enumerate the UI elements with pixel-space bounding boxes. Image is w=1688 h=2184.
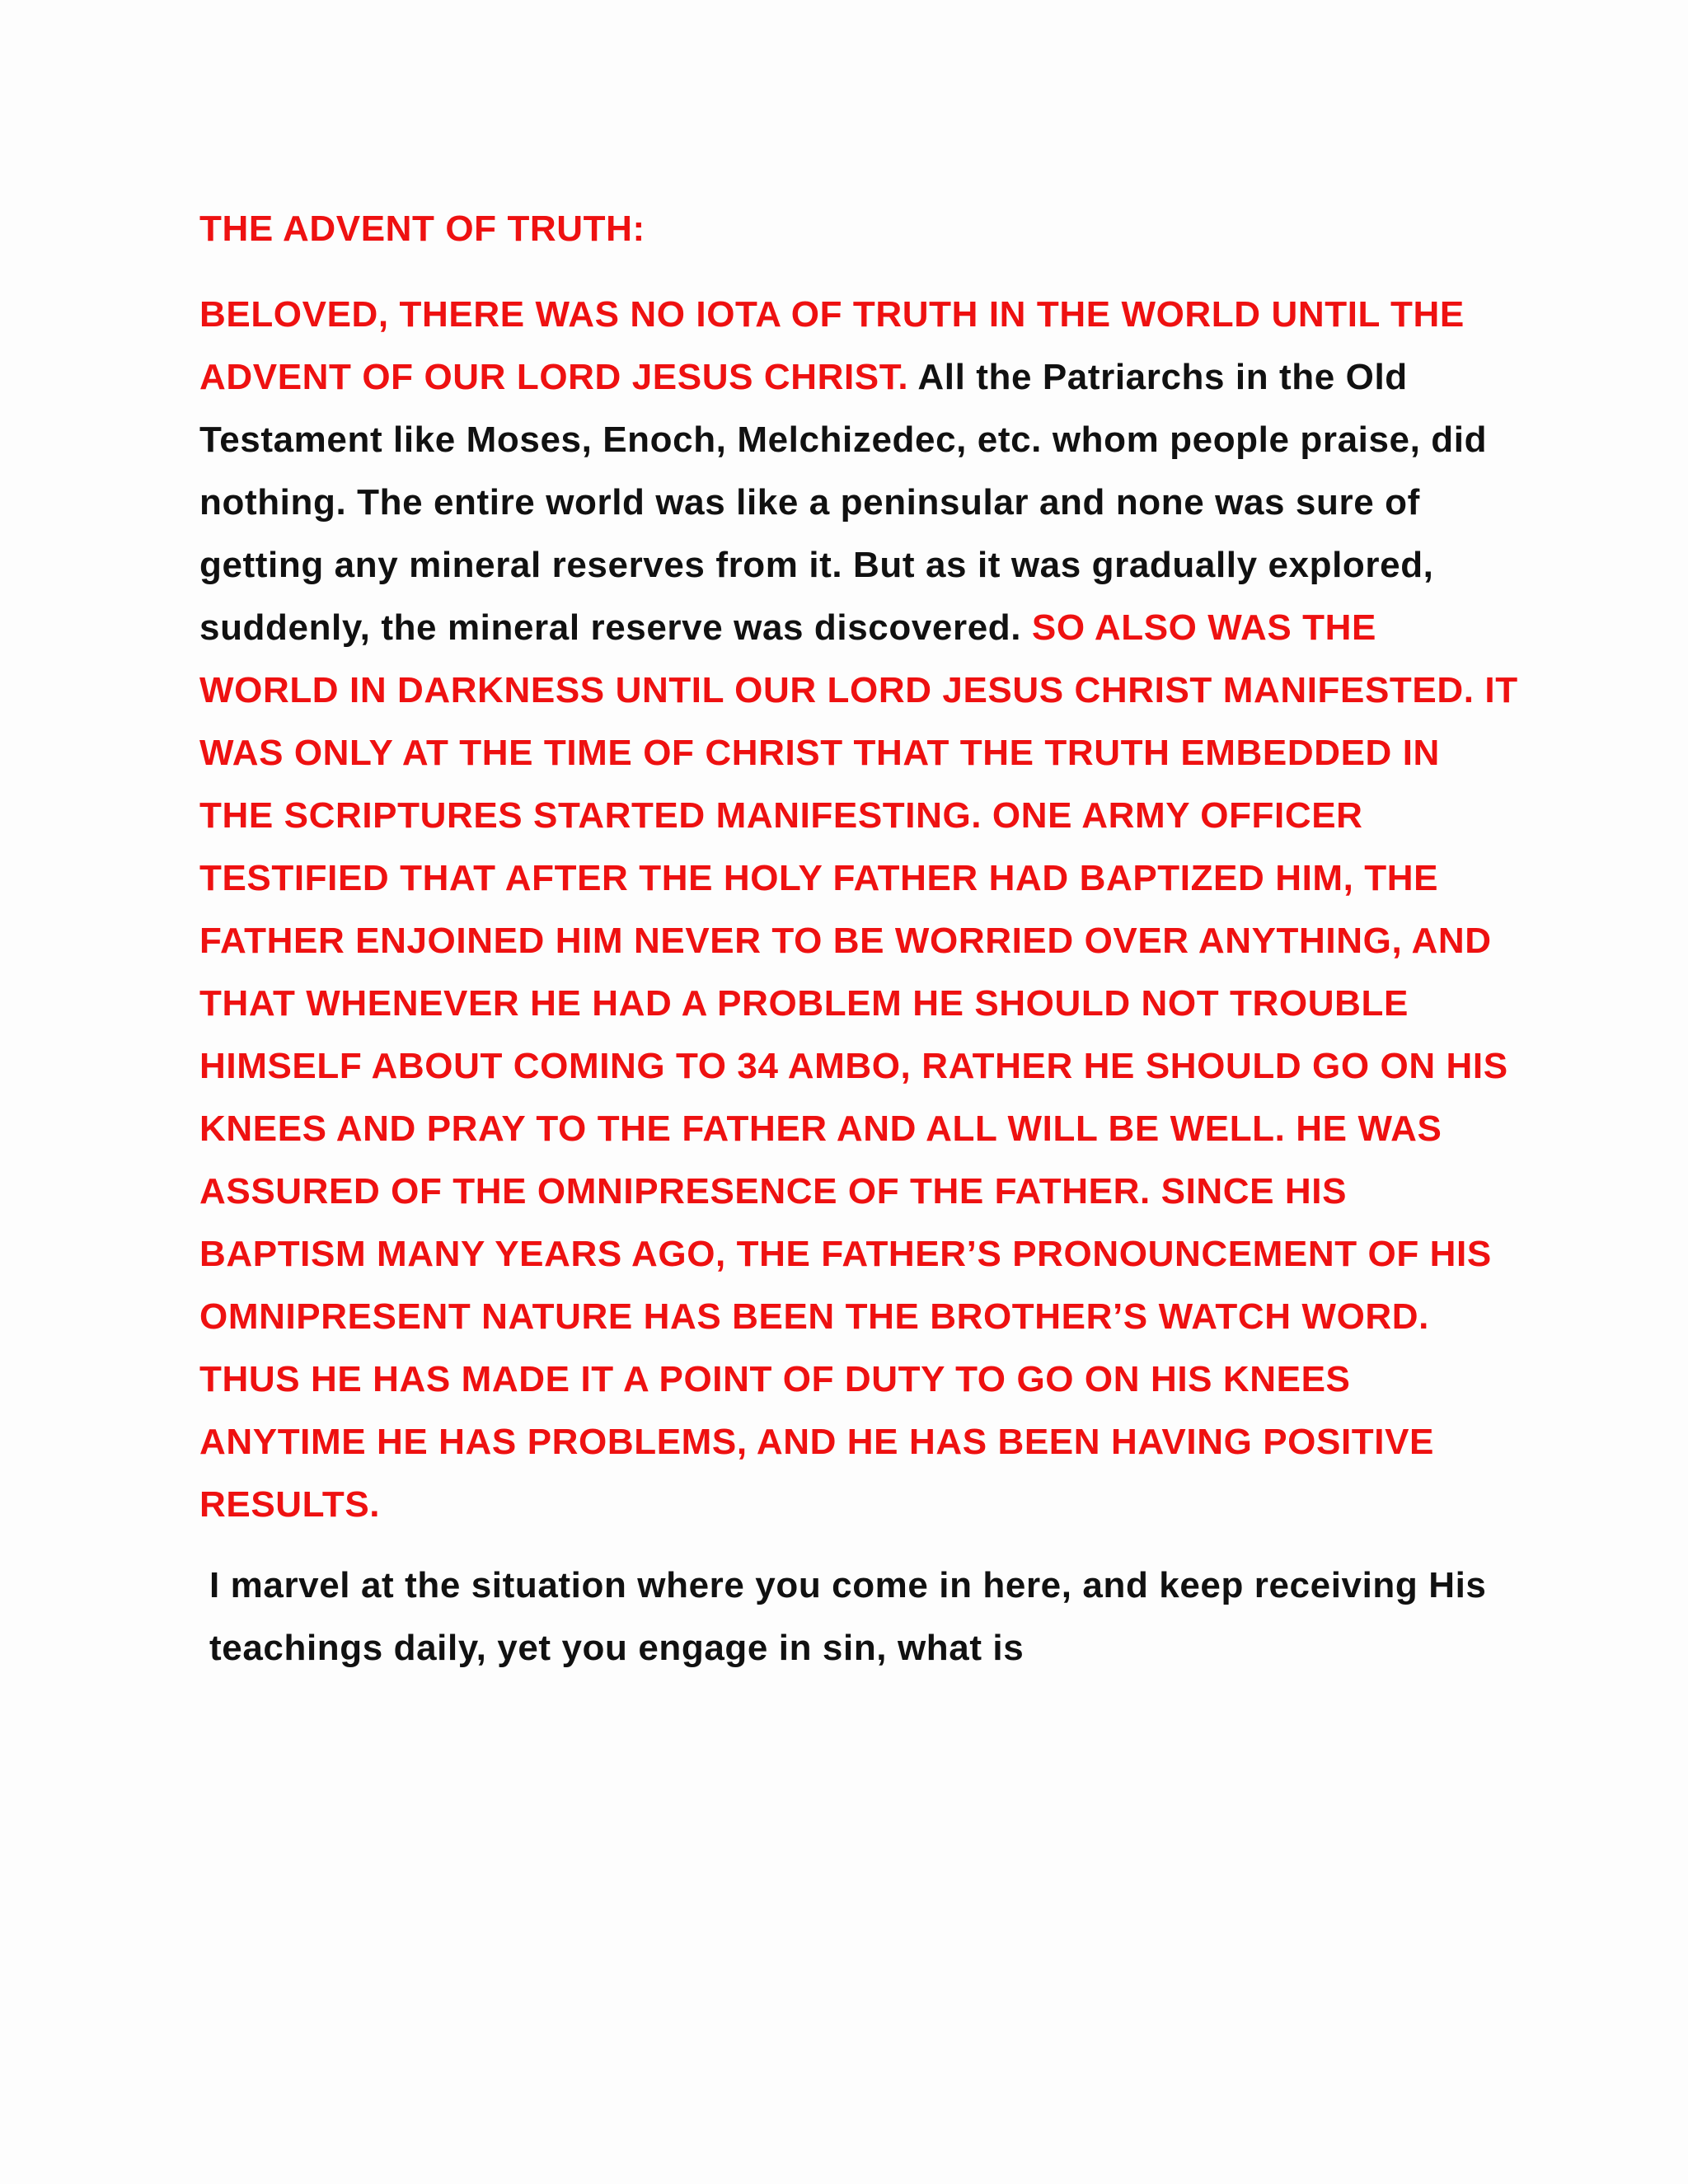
paragraph-advent-red-intro: BELOVED, THERE WAS NO IOTA OF TRUTH IN THE WORLD UNTIL THE ADVENT OF OUR LORD JESUS CHRIST. — [199, 294, 1465, 397]
paragraph-advent-red-body: SO ALSO WAS THE WORLD IN DARKNESS UNTIL OUR LORD JESUS CHRIST MANIFESTED. IT WAS ONLY AT THE TIME OF CHRIST THAT THE TRUTH EMBEDDED IN THE SCRIPTURES STARTED MANIFESTING. ONE ARMY OFFICER TESTIFIED THAT AFTER THE HOLY FATHER HAD BAPTIZED HIM, THE FATHER ENJOINED HIM NEVER TO BE WORRIED OVER ANYTHING, AND THAT WHENEVER HE HAD A PROBLEM HE SHOULD NOT TROUBLE HIMSELF ABOUT COMING TO 34 AMBO, RATHER HE SHOULD GO ON HIS KNEES AND PRAY TO THE FATHER AND ALL WILL BE WELL. HE WAS ASSURED OF THE OMNIPRESENCE OF THE FATHER. SINCE HIS BAPTISM MANY YEARS AGO, THE FATHER’S PRONOUNCEMENT OF HIS OMNIPRESENT NATURE HAS BEEN THE BROTHER’S WATCH WORD. THUS HE HAS MADE IT A POINT OF DUTY TO GO ON HIS KNEES ANYTIME HE HAS PROBLEMS, AND HE HAS BEEN HAVING POSITIVE RESULTS. — [199, 607, 1518, 1525]
paragraph-advent-black-body: All the Patriarchs in the Old Testament like Moses, Enoch, Melchizedec, etc. whom people praise, did nothing. The entire world was like a peninsular and none was sure of getting any mineral reserves from it. But as it was gradually explored, suddenly, the mineral reserve was discovered. — [199, 357, 1488, 648]
paragraph-marvel — [199, 1554, 1518, 1680]
document-page — [199, 204, 1518, 1680]
paragraph-advent — [199, 284, 1518, 1536]
document-heading: THE ADVENT OF TRUTH: — [199, 209, 645, 249]
paragraph-marvel-body: I marvel at the situation where you come in here, and keep receiving His teachings daily, yet you engage in sin, what is — [209, 1565, 1487, 1668]
